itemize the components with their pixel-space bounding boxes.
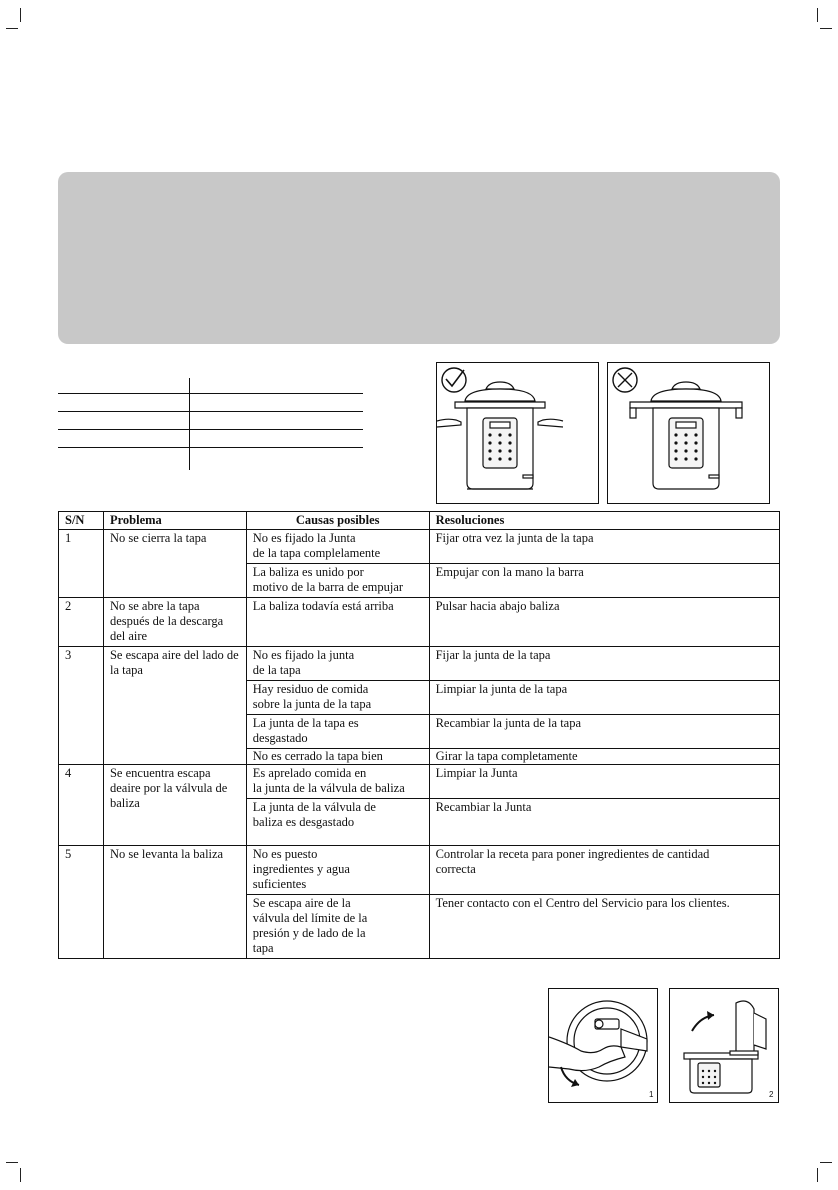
pressure-cooker-illustration — [608, 363, 769, 503]
table-row — [59, 598, 780, 647]
crop-mark — [817, 1168, 818, 1182]
crop-mark — [820, 28, 832, 29]
row-cause: La junta de la válvula de baliza es desgastado — [246, 799, 429, 846]
crop-mark — [817, 8, 818, 22]
row-cause: Es aprelado comida en la junta de la válvula de baliza — [246, 765, 429, 799]
figure-incorrect — [607, 362, 770, 504]
table-row — [59, 846, 780, 895]
step-number: 1 — [649, 1090, 654, 1099]
lift-arrow-icon — [692, 1011, 714, 1031]
troubleshooting-table — [58, 511, 780, 959]
row-cause: La junta de la tapa es desgastado — [246, 715, 429, 749]
crop-mark — [820, 1162, 832, 1163]
row-resolution: Fijar otra vez la junta de la tapa — [429, 530, 779, 564]
crop-mark — [6, 1162, 18, 1163]
header-resolutions: Resoluciones — [429, 512, 779, 530]
row-resolution: Recambiar la Junta — [429, 799, 779, 846]
crop-mark — [20, 1168, 21, 1182]
row-cause: Se escapa aire de la válvula del límite de la presión y de lado de la tapa — [246, 895, 429, 959]
header-problem: Problema — [103, 512, 246, 530]
table-row — [59, 647, 780, 681]
figure-correct — [436, 362, 599, 504]
table-row — [59, 765, 780, 799]
check-mark-icon — [442, 368, 466, 392]
table-header-row — [59, 512, 780, 530]
lift-lid-illustration — [670, 989, 778, 1102]
header-causes: Causas posibles — [246, 512, 429, 530]
row-problem: No se cierra la tapa — [103, 530, 246, 598]
row-problem: Se escapa aire del lado de la tapa — [103, 647, 246, 765]
open-lid-illustration — [549, 989, 657, 1102]
row-cause: Hay residuo de comida sobre la junta de la tapa — [246, 681, 429, 715]
row-problem: Se encuentra escapa deaire por la válvula de baliza — [103, 765, 246, 846]
row-resolution: Tener contacto con el Centro del Servicio para los clientes. — [429, 895, 779, 959]
row-resolution: Recambiar la junta de la tapa — [429, 715, 779, 749]
row-cause: No es puesto ingredientes y agua suficientes — [246, 846, 429, 895]
row-cause: No es cerrado la tapa bien — [246, 749, 429, 765]
cross-mark-icon — [613, 368, 637, 392]
table-row — [59, 530, 780, 564]
figure-step-2 — [669, 988, 779, 1103]
row-resolution: Girar la tapa completamente — [429, 749, 779, 765]
row-resolution: Empujar con la mano la barra — [429, 564, 779, 598]
row-sn: 5 — [59, 846, 104, 959]
row-sn: 4 — [59, 765, 104, 846]
row-problem: No se abre la tapa después de la descarga del aire — [103, 598, 246, 647]
spec-table-lines — [58, 378, 363, 470]
section-banner — [58, 172, 780, 344]
row-resolution: Limpiar la Junta — [429, 765, 779, 799]
pressure-cooker-illustration — [437, 363, 598, 503]
row-cause: La baliza todavía está arriba — [246, 598, 429, 647]
row-resolution: Pulsar hacia abajo baliza — [429, 598, 779, 647]
row-sn: 3 — [59, 647, 104, 765]
row-resolution: Limpiar la junta de la tapa — [429, 681, 779, 715]
crop-mark — [6, 28, 18, 29]
row-sn: 2 — [59, 598, 104, 647]
row-cause: No es fijado la junta de la tapa — [246, 647, 429, 681]
row-problem: No se levanta la baliza — [103, 846, 246, 959]
row-resolution: Controlar la receta para poner ingredientes de cantidad correcta — [429, 846, 779, 895]
row-sn: 1 — [59, 530, 104, 598]
figure-step-1 — [548, 988, 658, 1103]
step-number: 2 — [769, 1090, 774, 1099]
header-sn: S/N — [59, 512, 104, 530]
crop-mark — [20, 8, 21, 22]
row-cause: No es fijado la Junta de la tapa complelamente — [246, 530, 429, 564]
row-resolution: Fijar la junta de la tapa — [429, 647, 779, 681]
row-cause: La baliza es unido por motivo de la barra de empujar — [246, 564, 429, 598]
